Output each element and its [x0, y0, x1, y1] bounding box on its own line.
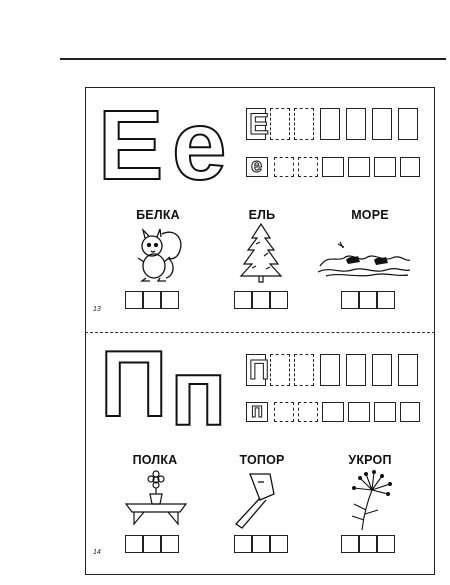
trace-cell	[246, 402, 268, 422]
word-label: БЕЛКА	[136, 208, 180, 222]
answer-cell[interactable]	[234, 291, 252, 309]
shelf-with-flower-icon	[122, 470, 190, 526]
answer-cell[interactable]	[125, 291, 143, 309]
blank-cell	[372, 354, 392, 386]
blank-cell	[374, 402, 396, 422]
trace-letter: п	[251, 400, 264, 422]
trace-cell	[274, 157, 294, 177]
trace-cell	[246, 354, 270, 386]
trace-cell	[274, 402, 294, 422]
top-rule	[60, 58, 446, 60]
trace-letter: Е	[249, 108, 270, 141]
trace-letter: П	[249, 354, 270, 385]
page-number: 14	[93, 549, 101, 556]
answer-cell[interactable]	[252, 535, 270, 553]
letter-p-upper: П	[100, 331, 168, 436]
answer-cell[interactable]	[359, 535, 377, 553]
blank-cell	[320, 354, 340, 386]
answer-cell[interactable]	[377, 535, 395, 553]
trace-cell	[294, 354, 314, 386]
sea-waves-icon	[316, 240, 412, 280]
answer-cell[interactable]	[377, 291, 395, 309]
blank-cell	[322, 402, 344, 422]
fir-tree-icon	[238, 222, 284, 284]
word-label: ТОПОР	[239, 453, 285, 467]
page-number: 13	[93, 306, 101, 313]
answer-cell[interactable]	[125, 535, 143, 553]
blank-cell	[398, 108, 418, 140]
blank-cell	[400, 402, 420, 422]
trace-cell	[298, 157, 318, 177]
squirrel-icon	[128, 224, 188, 284]
letter-e-upper: Е	[98, 90, 164, 200]
answer-cell[interactable]	[143, 291, 161, 309]
answer-cell[interactable]	[143, 535, 161, 553]
letter-p-lower: п	[170, 340, 227, 445]
trace-cell	[246, 108, 270, 141]
blank-cell	[400, 157, 420, 177]
dill-icon	[342, 470, 398, 532]
trace-letter: е	[251, 155, 263, 177]
answer-cell[interactable]	[359, 291, 377, 309]
word-label: УКРОП	[348, 453, 392, 467]
answer-cell[interactable]	[341, 291, 359, 309]
trace-cell	[298, 402, 318, 422]
blank-cell	[348, 402, 370, 422]
blank-cell	[346, 354, 366, 386]
blank-cell	[322, 157, 344, 177]
answer-cell[interactable]	[161, 291, 179, 309]
answer-cell[interactable]	[234, 535, 252, 553]
trace-cell	[270, 354, 290, 386]
word-label: МОРЕ	[351, 208, 389, 222]
answer-cell[interactable]	[161, 535, 179, 553]
blank-cell	[346, 108, 366, 140]
axe-icon	[230, 470, 286, 532]
trace-cell	[246, 157, 268, 177]
blank-cell	[348, 157, 370, 177]
answer-cell[interactable]	[270, 291, 288, 309]
blank-cell	[372, 108, 392, 140]
trace-cell	[270, 108, 290, 140]
answer-cell[interactable]	[270, 535, 288, 553]
word-label: ПОЛКА	[132, 453, 178, 467]
trace-cell	[294, 108, 314, 140]
answer-cell[interactable]	[341, 535, 359, 553]
blank-cell	[320, 108, 340, 140]
answer-cell[interactable]	[252, 291, 270, 309]
word-label: ЕЛЬ	[248, 208, 276, 222]
blank-cell	[374, 157, 396, 177]
letter-e-lower: е	[172, 90, 227, 200]
blank-cell	[398, 354, 418, 386]
